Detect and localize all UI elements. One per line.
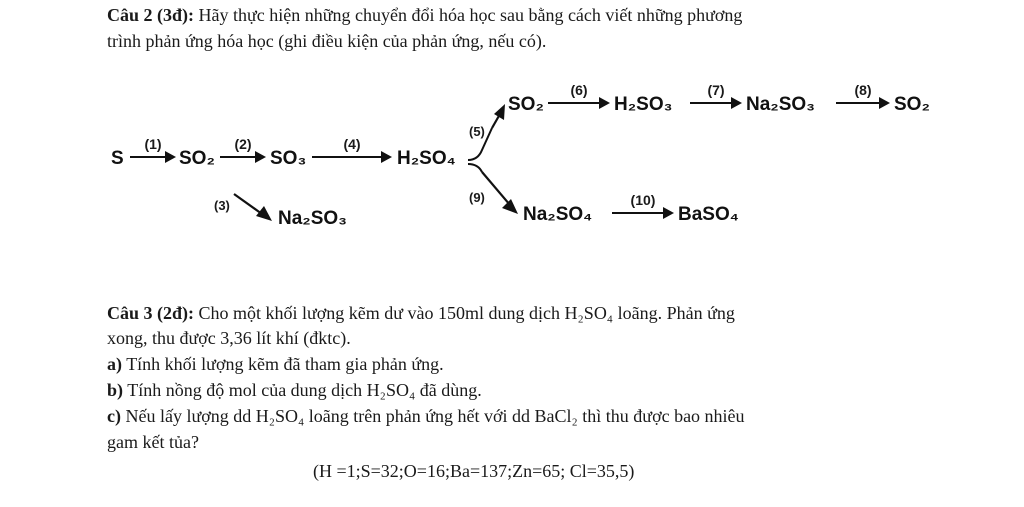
q3-line-2: xong, thu được 3,36 lít khí (đktc). [107, 328, 351, 348]
species-so3: SO₃ [270, 148, 307, 169]
species-na2so4: Na₂SO₄ [523, 204, 593, 225]
species-so2-1: SO₂ [179, 148, 215, 169]
arrow-5-head [494, 104, 505, 120]
species-so2-3: SO₂ [894, 94, 930, 115]
species-na2so3-1: Na₂SO₃ [278, 208, 347, 229]
q3-line-1 [107, 302, 735, 324]
arrow-2-label: (2) [234, 136, 252, 152]
atomic-masses: (H =1;S=32;O=16;Ba=137;Zn=65; Cl=35,5) [313, 461, 635, 481]
q2-line-2: trình phản ứng hóa học (ghi điều kiện của phản ứng, nếu có). [107, 31, 547, 51]
arrow-3-line [234, 194, 262, 214]
q3-part-c [107, 405, 745, 427]
q3-part-a [107, 353, 444, 375]
species-s: S [111, 148, 124, 169]
arrow-9-label: (9) [469, 190, 485, 205]
arrow-9-head [502, 199, 518, 214]
q3-part-c-text-1: Nếu lấy lượng dd H₂SO₄ loãng trên phản ứng hết với dd BaCl₂ thì thu được bao nhiêu [125, 406, 745, 426]
species-na2so3-2: Na₂SO₃ [746, 94, 815, 115]
arrow-1-label: (1) [144, 136, 162, 152]
q3-part-b [107, 379, 482, 401]
q3-part-a-text: Tính khối lượng kẽm đã tham gia phản ứng. [126, 354, 444, 374]
arrow-3-label: (3) [214, 198, 230, 213]
arrow-5-label: (5) [469, 124, 485, 139]
q3-part-c-line-2: gam kết tủa? [107, 432, 199, 452]
branch-brace [468, 128, 492, 160]
arrow-6-label: (6) [570, 82, 588, 98]
arrow-7-label: (7) [707, 82, 725, 98]
species-baso4: BaSO₄ [678, 204, 739, 225]
q3-part-b-text: Tính nồng độ mol của dung dịch H₂SO₄ đã dùng. [127, 380, 482, 400]
arrow-9-line [482, 172, 510, 205]
q3-part-b-label: b) [107, 380, 124, 400]
species-so2-2: SO₂ [508, 94, 544, 115]
arrow-10-label: (10) [630, 192, 656, 208]
q2-title: Câu 2 (3đ): [107, 5, 195, 25]
q3-title: Câu 3 (2đ): [107, 303, 195, 323]
species-h2so4: H₂SO₄ [397, 148, 456, 169]
q3-part-a-label: a) [107, 354, 122, 374]
species-h2so3: H₂SO₃ [614, 94, 673, 115]
arrow-3-head [256, 206, 272, 221]
branch-brace-lower [468, 164, 482, 172]
q3-part-c-label: c) [107, 406, 121, 426]
q2-text-1: Hãy thực hiện những chuyển đổi hóa học sau bằng cách viết những phương [198, 5, 743, 25]
arrow-4-label: (4) [343, 136, 361, 152]
arrow-8-label: (8) [854, 82, 872, 98]
q3-text-1: Cho một khối lượng kẽm dư vào 150ml dung dịch H₂SO₄ loãng. Phản ứng [198, 303, 735, 323]
